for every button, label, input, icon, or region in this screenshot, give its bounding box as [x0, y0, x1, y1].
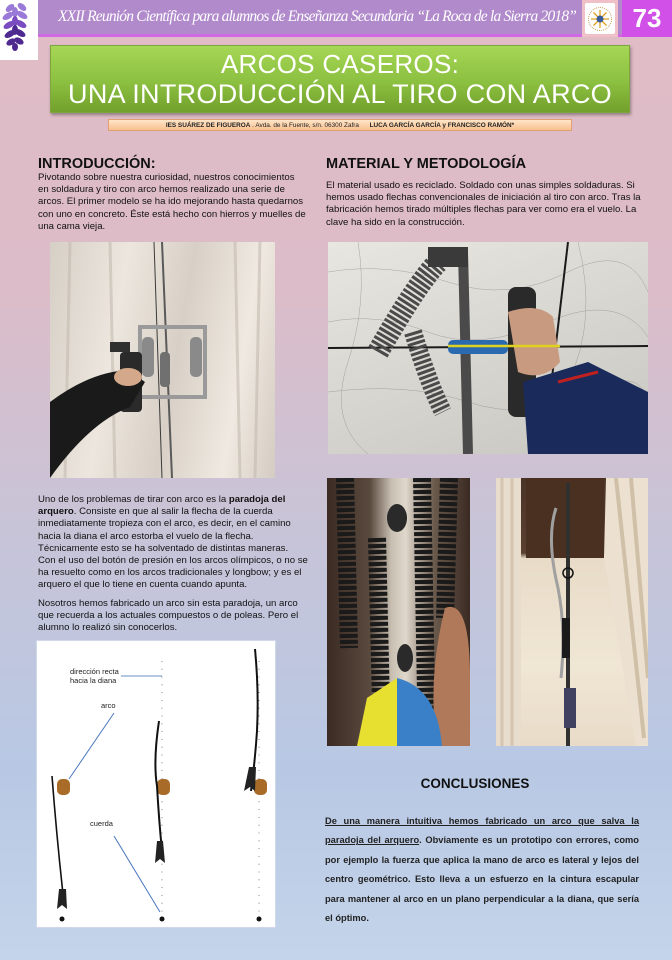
sun-seal-icon — [587, 6, 613, 32]
conclusions-underlined: De una manera intuitiva hemos fabricado un arco que salva la paradoja del arquero — [325, 816, 639, 846]
label-direction — [70, 667, 119, 685]
title-line-2: UNA INTRODUCCIÓN AL TIRO CON ARCO — [68, 79, 612, 109]
label-direction-line-1: dirección recta — [70, 667, 119, 676]
event-title: XXII Reunión Científica para alumnos de Enseñanza Secundaria “La Roca de la Sierra 2018” — [58, 8, 577, 25]
conclusions-text-body: . Obviamente es un prototipo con errores, como por ejemplo la fuerza que aplica la mano de arco es lateral y lejos del centro geométrico. Esto lleva a un esfuerzo en la cintura escapular para mantener al arco en un plano perpendicular a la diana, que sería el óptimo. — [325, 835, 639, 924]
seal-box — [582, 0, 618, 37]
nock-point-middle — [160, 917, 165, 922]
paradoja-text-2: Nosotros hemos fabricado un arco sin esta paradoja, un arco que recuerda a los actuales compuestos o de poleas. Pero el alumno lo realizó sin conocerlos. — [38, 598, 299, 634]
archer-paradox-diagram — [36, 640, 276, 928]
photo-bow-curtain — [50, 242, 275, 478]
lavender-logo-icon — [0, 0, 38, 60]
label-arco: arco — [101, 701, 116, 710]
arrow-fletching-middle — [155, 841, 165, 863]
bow-rest-left — [57, 779, 70, 795]
poster-title — [50, 45, 630, 113]
arrow-shaft-left — [52, 776, 64, 903]
arrow-fletching-right — [244, 767, 256, 791]
material-text: El material usado es reciclado. Soldado con unas simples soldaduras. Si hemos usado flechas convencionales de iniciación al tiro con arco. Tras la fabricación hemos tirado múltiples flechas para ver como era el vuelo. La clave ha sido en la construcción. — [326, 180, 641, 228]
paradoja-text-start: Uno de los problemas de tirar con arco es la — [38, 494, 229, 505]
bow-rest-right — [254, 779, 267, 795]
arrow-fletching-left — [57, 889, 67, 909]
nock-point-left — [60, 917, 65, 922]
label-direction-line-2: hacia la diana — [70, 676, 117, 685]
title-line-1: ARCOS CASEROS: — [220, 49, 460, 79]
paradoja-text — [38, 494, 308, 592]
leader-arco — [69, 713, 114, 779]
event-logo — [0, 0, 38, 60]
affiliation-bar — [108, 119, 572, 131]
school-name: IES SUÁREZ DE FIGUEROA — [165, 122, 251, 129]
photo-bow-map — [328, 242, 648, 454]
conclusions-heading: CONCLUSIONES — [420, 776, 530, 791]
poster-number: 73 — [622, 0, 672, 37]
label-cuerda: cuerda — [90, 819, 113, 828]
bow-rest-middle — [157, 779, 170, 795]
event-header-bar — [38, 0, 672, 37]
photo-springs-closeup — [327, 478, 470, 746]
intro-heading: INTRODUCCIÓN: — [38, 156, 156, 172]
school-address: . Avda. de la Fuente, s/n. 06300 Zafra — [250, 122, 359, 129]
paradoja-text-end: . Consiste en que al salir la flecha de la cuerda inmediatamente tropieza con el arco, es decir, en el camino hacia la diana el arco estorba el vuelo de la flecha. Técnicamente esto se ha solventado de distintas maneras. Con el uso del botón de presión en los arcos olímpicos, o no se ha resuelto como en los arcos tradicionales y longbow; y es el arquero el que lo tiene en cuenta cuando apunta. — [38, 506, 308, 591]
material-heading: MATERIAL Y METODOLOGÍA — [326, 156, 527, 172]
paradoja-bold: paradoja del arquero — [38, 494, 286, 518]
conclusions-text — [325, 812, 639, 928]
nock-point-right — [257, 917, 262, 922]
authors: LUCA GARCÍA GARCÍA y FRANCISCO RAMÓN* — [369, 122, 515, 129]
photo-bow-hallway — [496, 478, 648, 746]
leader-cuerda — [114, 836, 160, 912]
intro-text: Pivotando sobre nuestra curiosidad, nuestros conocimientos en soldadura y tiro con arco hemos realizado una serie de arcos. El primer modelo se ha ido mejorando hasta quedarnos con uno en concreto. Éste está hecho con hierros y muelles de una cama vieja. — [38, 172, 306, 232]
